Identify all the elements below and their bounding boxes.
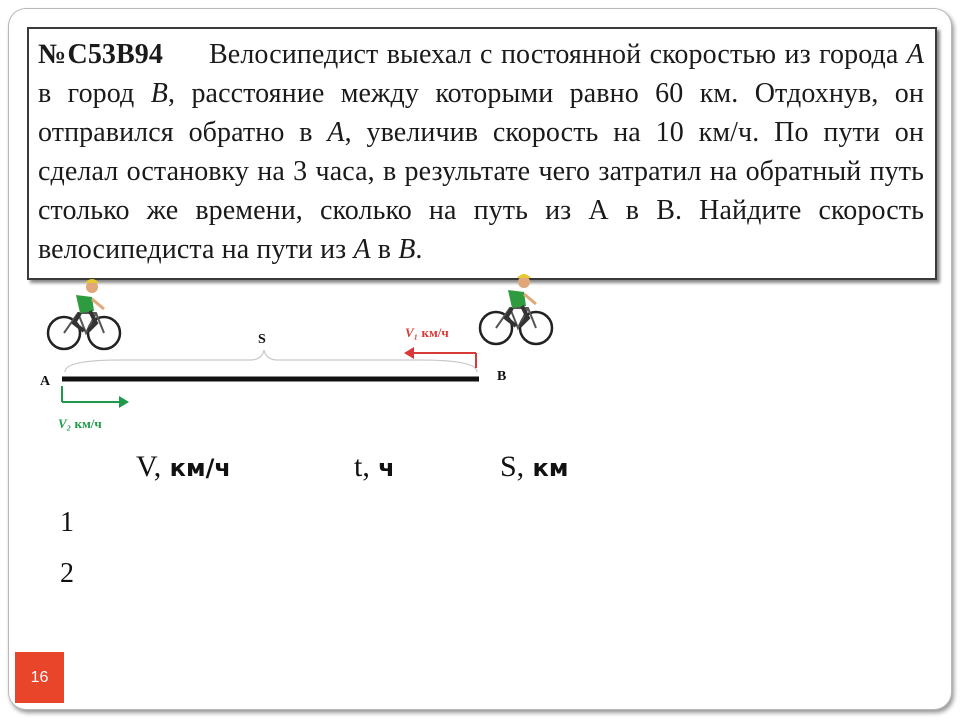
problem-text-part: , увеличив скорость на 10 км/ч. По пути он сделал остановку на 3 часа, в результате чего затратил на обратный путь столько же времени, сколько на путь из А в В. Найдите скорость велосипедиста на пути из (38, 117, 924, 265)
page-number-badge: 16 (15, 652, 64, 703)
city-a: A (353, 234, 371, 265)
problem-text-part: в (370, 234, 399, 265)
speed-back-label (405, 325, 449, 341)
arrow-forward-head (119, 396, 129, 408)
column-header-speed (136, 450, 231, 484)
column-unit: км (524, 454, 569, 482)
problem-text-part: , расстояние между которыми равно 60 км. Отдохнув, он отправился обратно в (38, 78, 924, 148)
point-b-label: B (497, 369, 507, 384)
table-row-number: 2 (60, 558, 74, 589)
speed-forward-var: V₂ (58, 416, 72, 431)
column-unit: км/ч (161, 454, 231, 482)
city-a: A (906, 39, 925, 70)
distance-label: S (258, 332, 266, 347)
problem-text-part: в город (38, 78, 151, 109)
arrow-back-head (404, 347, 414, 359)
column-header-distance (500, 450, 568, 484)
column-unit: ч (369, 454, 395, 482)
problem-text-part: Велосипедист выехал с постоянной скоростью из города (209, 39, 907, 70)
cyclist-a-icon (48, 279, 120, 349)
column-var: S, (500, 450, 525, 483)
point-a-label: A (40, 374, 51, 389)
column-var: t, (354, 450, 370, 483)
speed-forward-label (58, 416, 102, 432)
city-a: A (327, 117, 345, 148)
city-b: B (150, 78, 168, 109)
table-row-number: 1 (60, 507, 74, 538)
column-header-time (354, 450, 395, 484)
problem-number: №C53B94 (38, 39, 164, 70)
problem-text-part: . (415, 234, 423, 265)
city-b: B (398, 234, 416, 265)
speed-back-var: V₁ (405, 325, 419, 340)
cyclist-b-icon (480, 274, 552, 344)
speed-forward-unit: км/ч (71, 416, 102, 431)
column-var: V, (136, 450, 162, 483)
speed-back-unit: км/ч (418, 325, 449, 340)
